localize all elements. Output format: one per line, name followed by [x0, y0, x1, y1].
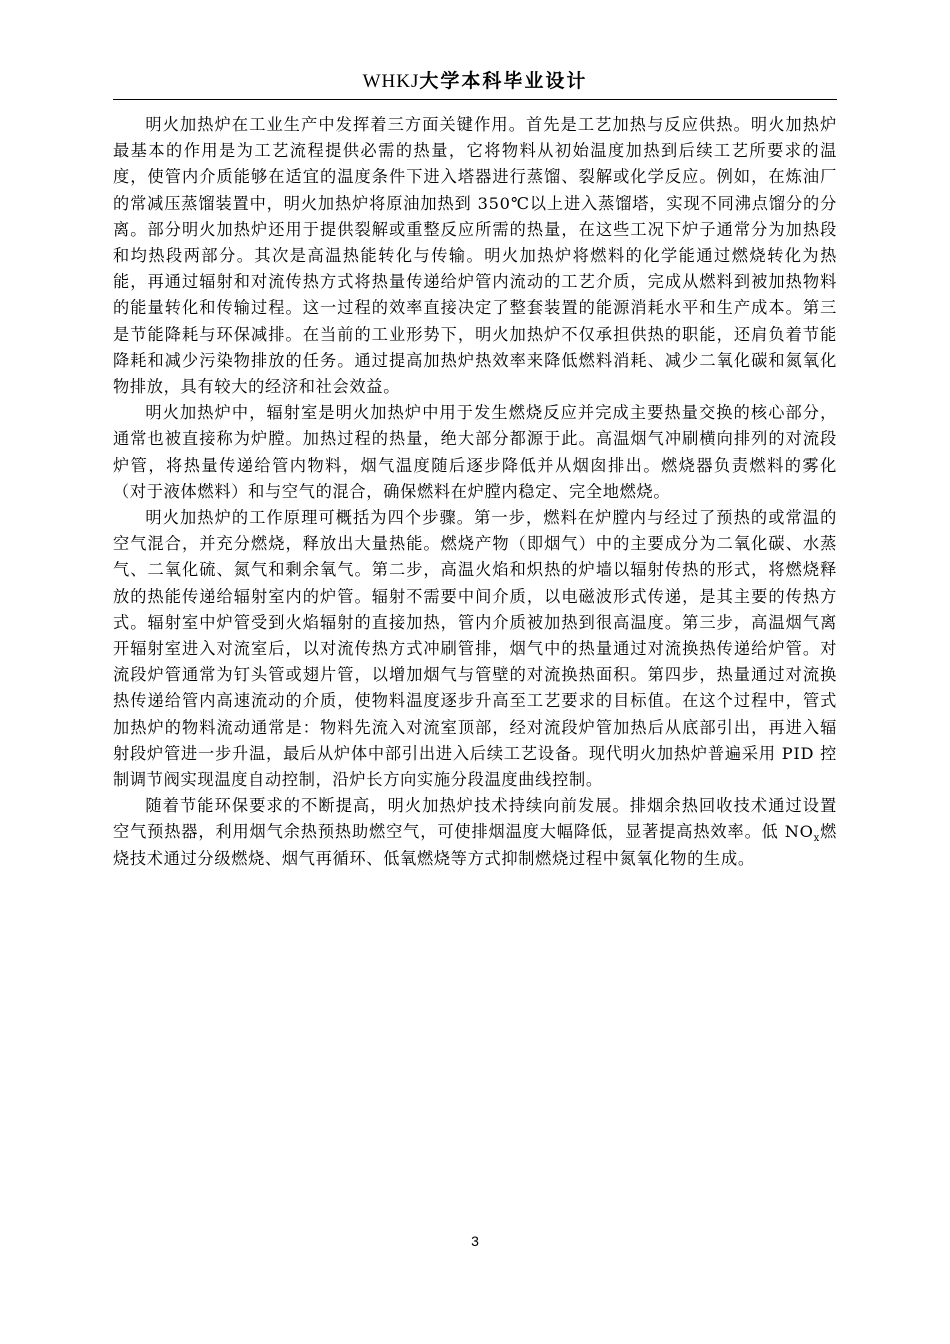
header-university-title: 大学本科毕业设计: [419, 70, 588, 92]
header-title: [363, 66, 588, 97]
nox-subscript: x: [813, 833, 820, 845]
paragraph-working-principle: 明火加热炉的工作原理可概括为四个步骤。第一步，燃料在炉膛内与经过了预热的或常温的空气混合，并充分燃烧，释放出大量热能。燃烧产物（即烟气）中的主要成分为二氧化碳、水蒸气、二氧化硫、氮气和剩余氧气。第二步，高温火焰和炽热的炉墙以辐射传热的形式，将燃烧释放的热能传递给辐射室内的炉管。辐射不需要中间介质，以电磁波形式传递，是其主要的传热方式。辐射室中炉管受到火焰辐射的直接加热，管内介质被加热到很高温度。第三步，高温烟气离开辐射室进入对流室后，以对流传热方式冲刷管排，烟气中的热量通过对流换热传递给炉管。对流段炉管通常为钉头管或翅片管，以增加烟气与管壁的对流换热面积。第四步，热量通过对流换热传递给管内高速流动的介质，使物料温度逐步升高至工艺要求的目标值。在这个过程中，管式加热炉的物料流动通常是：物料先流入对流室顶部，经对流段炉管加热后从底部引出，再进入辐射段炉管进一步升温，最后从炉体中部引出进入后续工艺设备。现代明火加热炉普遍采用 PID 控制调节阀实现温度自动控制，沿炉长方向实施分段温度曲线控制。: [113, 508, 837, 790]
paragraph-text-before: 随着节能环保要求的不断提高，明火加热炉技术持续向前发展。排烟余热回收技术通过设置空气预热器，利用烟气余热预热助燃空气，可使排烟温度大幅降低，显著提高热效率。低 NO: [113, 796, 837, 842]
paragraph-text-after: 燃烧技术通过分级燃烧、烟气再循环、低氧燃烧等方式抑制燃烧过程中氮氧化物的生成。: [113, 822, 837, 868]
page-number: 3: [471, 1233, 479, 1249]
page-header: [113, 66, 837, 100]
paragraph-technology-development: [113, 793, 837, 872]
paragraph-functions: 明火加热炉在工业生产中发挥着三方面关键作用。首先是工艺加热与反应供热。明火加热炉最基本的作用是为工艺流程提供必需的热量，它将物料从初始温度加热到后续工艺所要求的温度，使管内介质能够在适宜的温度条件下进入塔器进行蒸馏、裂解或化学反应。例如，在炼油厂的常减压蒸馏装置中，明火加热炉将原油加热到 350℃以上进入蒸馏塔，实现不同沸点馏分的分离。部分明火加热炉还用于提供裂解或重整反应所需的热量，在这些工况下炉子通常分为加热段和均热段两部分。其次是高温热能转化与传输。明火加热炉将燃料的化学能通过燃烧转化为热能，再通过辐射和对流传热方式将热量传递给炉管内流动的工艺介质，完成从燃料到被加热物料的能量转化和传输过程。这一过程的效率直接决定了整套装置的能源消耗水平和生产成本。第三是节能降耗与环保减排。在当前的工业形势下，明火加热炉不仅承担供热的职能，还肩负着节能降耗和减少污染物排放的任务。通过提高加热炉热效率来降低燃料消耗、减少二氧化碳和氮氧化物排放，具有较大的经济和社会效益。: [113, 115, 837, 397]
document-body: [113, 112, 837, 872]
header-prefix: WHKJ: [362, 71, 420, 92]
paragraph-radiant-chamber: 明火加热炉中，辐射室是明火加热炉中用于发生燃烧反应并完成主要热量交换的核心部分，通常也被直接称为炉膛。加热过程的热量，绝大部分都源于此。高温烟气冲刷横向排列的对流段炉管，将热量传递给管内物料，烟气温度随后逐步降低并从烟囱排出。燃烧器负责燃料的雾化（对于液体燃料）和与空气的混合，确保燃料在炉膛内稳定、完全地燃烧。: [113, 403, 837, 501]
